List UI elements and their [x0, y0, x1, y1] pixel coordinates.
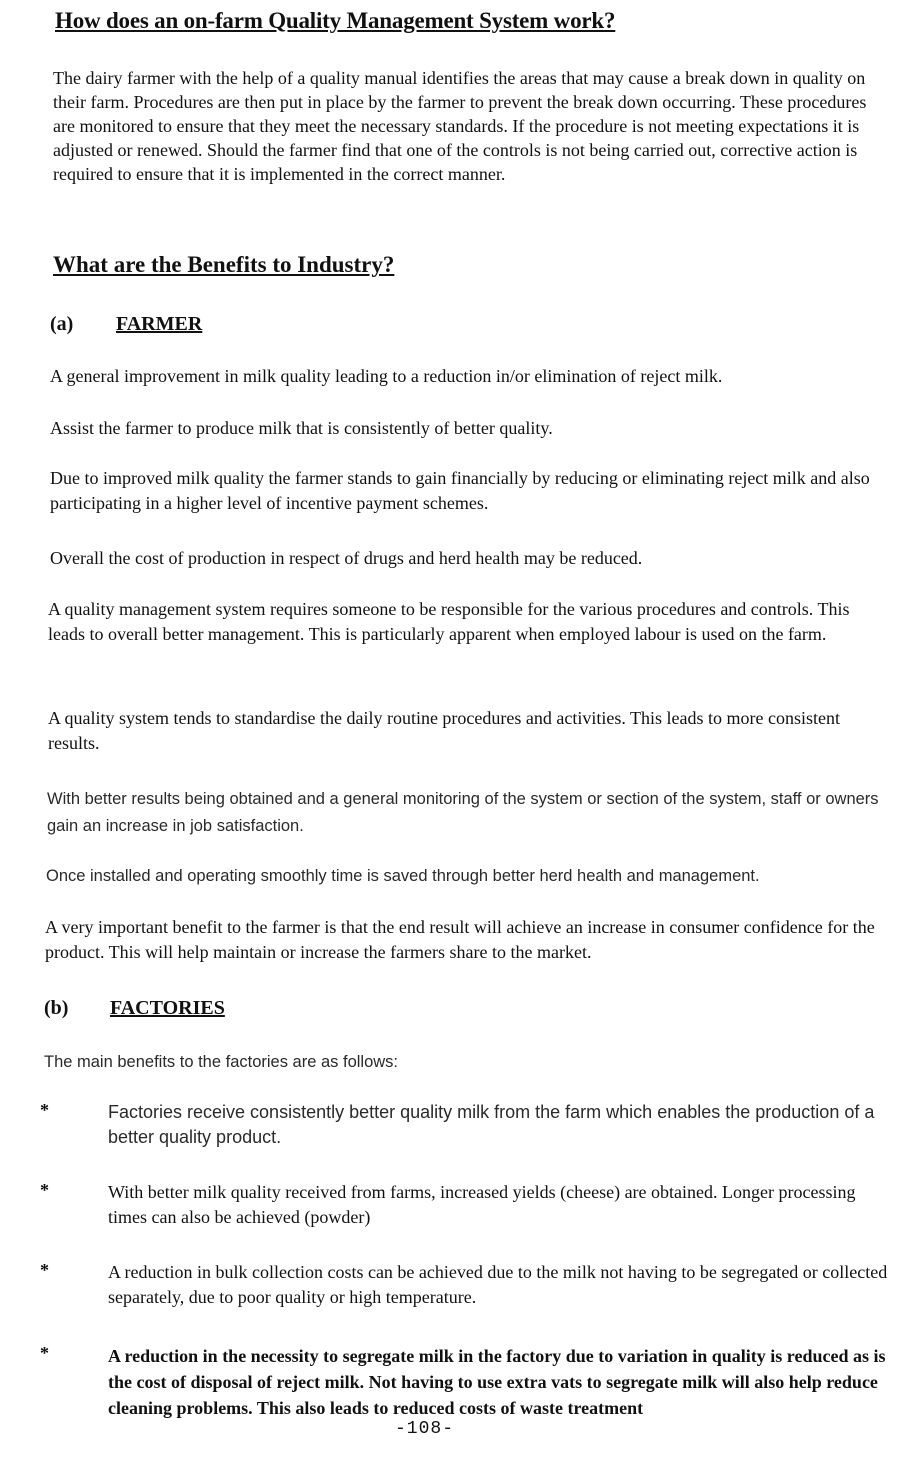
section-farmer-heading	[50, 313, 202, 336]
farmer-paragraph: A quality management system requires someone to be responsible for the various procedures and controls. This leads to overall better management. This is particularly apparent when employed labour is used on the farm.	[48, 599, 850, 644]
intro-paragraph: The dairy farmer with the help of a quality manual identifies the areas that may cause a break down in quality on their farm. Procedures are then put in place by the farmer to prevent the break down occurring. These procedures are monitored to ensure that they meet the necessary standards. If the procedure is not meeting expectations it is adjusted or renewed. Should the farmer find that one of the controls is not being carried out, corrective action is required to ensure that it is implemented in the correct manner.	[53, 68, 867, 184]
farmer-paragraph: Assist the farmer to produce milk that is consistently of better quality.	[50, 418, 553, 438]
list-item	[40, 1180, 890, 1230]
farmer-paragraph: A quality system tends to standardise the daily routine procedures and activities. This leads to more consistent results.	[48, 708, 840, 753]
heading-qms: How does an on-farm Quality Management System work?	[55, 8, 616, 33]
bullet-text: A reduction in bulk collection costs can be achieved due to the milk not having to be segregated or collected separately, due to poor quality or high temperature.	[108, 1262, 888, 1307]
bullet-text: Factories receive consistently better quality milk from the farm which enables the production of a better quality product.	[108, 1102, 875, 1147]
bullet-star: *	[40, 1343, 49, 1363]
farmer-paragraph: A general improvement in milk quality leading to a reduction in/or elimination of reject milk.	[50, 366, 723, 386]
farmer-paragraph: With better results being obtained and a general monitoring of the system or section of the system, staff or owners gain an increase in job satisfaction.	[47, 790, 879, 835]
list-item	[40, 1100, 890, 1150]
section-title: FACTORIES	[110, 997, 225, 1019]
farmer-paragraph: Overall the cost of production in respect of drugs and herd health may be reduced.	[50, 548, 643, 568]
bullet-star: *	[40, 1260, 49, 1280]
heading-benefits: What are the Benefits to Industry?	[53, 252, 395, 277]
section-title: FARMER	[116, 313, 203, 335]
bullet-text: With better milk quality received from farms, increased yields (cheese) are obtained. Longer processing times can also be achieved (powder)	[108, 1182, 856, 1227]
list-item	[40, 1343, 890, 1421]
bullet-star: *	[40, 1100, 49, 1120]
section-label: (a)	[50, 313, 74, 335]
bullet-star: *	[40, 1180, 49, 1200]
section-label: (b)	[44, 997, 69, 1019]
bullet-text: A reduction in the necessity to segregate milk in the factory due to variation in quality is reduced as is the cost of disposal of reject milk. Not having to use extra vats to segregate milk will also help reduce cleaning problems. This also leads to reduced costs of waste treatment	[108, 1346, 886, 1418]
farmer-paragraph: Once installed and operating smoothly time is saved through better herd health and management.	[46, 867, 760, 885]
factories-intro: The main benefits to the factories are as follows:	[44, 1053, 399, 1071]
list-item	[40, 1260, 890, 1310]
page-number: -108-	[395, 1419, 455, 1439]
farmer-paragraph: A very important benefit to the farmer is that the end result will achieve an increase in consumer confidence for the product. This will help maintain or increase the farmers share to the market.	[45, 917, 875, 962]
farmer-paragraph: Due to improved milk quality the farmer stands to gain financially by reducing or eliminating reject milk and also participating in a higher level of incentive payment schemes.	[50, 468, 870, 513]
section-factories-heading	[44, 997, 225, 1020]
